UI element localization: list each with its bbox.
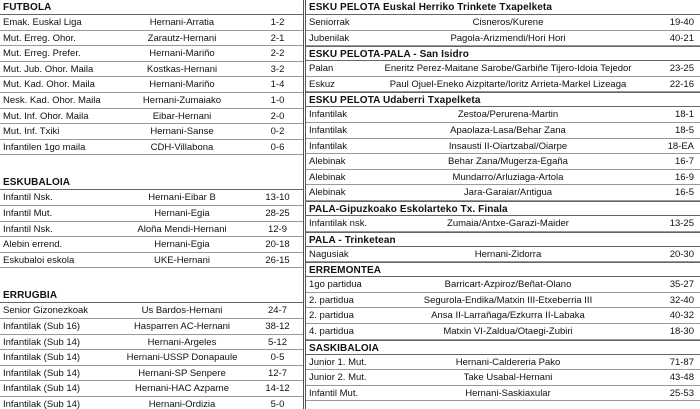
category-cell: Mut. Jub. Ohor. Maila (3, 63, 94, 75)
match-cell: Hasparren AC-Hernani (133, 320, 231, 332)
score-cell: 18-30 (669, 325, 694, 337)
result-row (0, 397, 303, 409)
category-cell: Junior 2. Mut. (309, 372, 367, 384)
result-row (0, 15, 303, 31)
score-cell: 18-1 (674, 109, 694, 121)
result-row (306, 139, 700, 155)
score-cell: 22-16 (669, 78, 694, 90)
section-title-pala-gipuzkoako-eskolarteko-tx-finala: PALA-Gipuzkoako Eskolarteko Tx. Finala (306, 201, 700, 216)
score-cell: 16-7 (674, 156, 694, 168)
section-title-pala-trinketean: PALA - Trinketean (306, 232, 700, 247)
category-cell: Infantilak (Sub 16) (3, 320, 81, 332)
category-cell: Infantilak (Sub 14) (3, 336, 81, 348)
score-cell: 28-25 (265, 207, 290, 219)
score-cell: 18-EA (667, 140, 694, 152)
category-cell: Eskuz (309, 78, 335, 90)
score-cell: 16-5 (674, 187, 694, 199)
result-row (0, 62, 303, 78)
result-row (0, 303, 303, 319)
section-spacer (0, 155, 303, 175)
category-cell: Infantilak (309, 124, 348, 136)
result-row (306, 216, 700, 232)
result-row (0, 46, 303, 62)
result-row (306, 293, 700, 309)
category-cell: Seniorrak (309, 17, 350, 28)
match-cell: Aloña Mendi-Hernani (137, 223, 227, 235)
result-row (306, 123, 700, 139)
match-cell: CDH-Villabona (150, 141, 214, 153)
result-row (0, 335, 303, 351)
category-cell: Senior Gizonezkoak (3, 305, 89, 317)
score-cell: 3-2 (270, 63, 285, 75)
score-cell: 18-5 (674, 124, 694, 136)
match-cell: Eneritz Perez-Maitane Sarobe/Garbiñe Tijero-Idoia Tejedor (384, 63, 632, 75)
category-cell: Infantilak (Sub 14) (3, 352, 81, 364)
result-row (0, 190, 303, 206)
category-cell: Infantil Nsk. (3, 192, 53, 204)
result-row (306, 277, 700, 293)
match-cell: Zumaia/Antxe-Garazi-Maider (447, 217, 569, 229)
score-cell: 0-2 (270, 126, 285, 138)
result-row (0, 237, 303, 253)
match-cell: Hernani-Eibar B (148, 192, 216, 204)
left-results-column (0, 0, 303, 409)
match-cell: Ansa II-Larrañaga/Ezkurra II-Labaka (431, 310, 585, 322)
score-cell: 24-7 (267, 305, 287, 317)
category-cell: 1go partidua (309, 279, 362, 291)
category-cell: Infantilen 1go maila (3, 141, 86, 153)
section-title-eskubaloia: ESKUBALOIA (0, 175, 303, 190)
score-cell: 13-25 (669, 217, 694, 229)
match-cell: Zestoa/Perurena-Martin (457, 109, 559, 121)
result-row (306, 77, 700, 93)
result-row (0, 109, 303, 125)
score-cell: 2-2 (270, 48, 285, 60)
category-cell: 2. partidua (309, 294, 354, 306)
result-row (306, 386, 700, 402)
result-row (306, 308, 700, 324)
match-cell: Barricart-Azpiroz/Beñat-Olano (444, 279, 572, 291)
score-cell: 35-27 (669, 279, 694, 291)
match-cell: Behar Zana/Mugerza-Egaña (448, 156, 568, 168)
score-cell: 14-12 (265, 383, 290, 395)
score-cell: 32-40 (669, 294, 694, 306)
match-cell: Pagola-Arizmendi/Hori Hori (450, 32, 566, 44)
score-cell: 26-15 (265, 254, 290, 266)
section-title-esku-pelota-udaberri-txapelketa: ESKU PELOTA Udaberri Txapelketa (306, 92, 700, 107)
category-cell: Jubenilak (309, 32, 350, 44)
match-cell: Insausti II-Oiartzabal/Oiarpe (448, 140, 568, 152)
result-row (306, 185, 700, 201)
score-cell: 5-12 (267, 336, 287, 348)
category-cell: Mut. Erreg. Ohor. (3, 32, 76, 44)
match-cell: Hernani-Arratia (149, 17, 215, 28)
result-row (0, 381, 303, 397)
result-row (0, 31, 303, 47)
match-cell: Hernani-Saskiaxular (465, 387, 551, 399)
result-row (0, 366, 303, 382)
section-title-esku-pelota-euskal-herriko-trinkete-txapelketa: ESKU PELOTA Euskal Herriko Trinkete Txapelketa (306, 0, 700, 15)
section-spacer (0, 268, 303, 288)
category-cell: Infantil Mut. (309, 387, 359, 399)
match-cell: Hernani-Zumaiako (142, 94, 222, 106)
match-cell: Apaolaza-Lasa/Behar Zana (450, 124, 566, 136)
category-cell: Mut. Kad. Ohor. Maila (3, 79, 95, 91)
result-row (306, 31, 700, 47)
category-cell: Infantilak nsk. (309, 217, 368, 229)
section-title-esku-pelota-pala-san-isidro: ESKU PELOTA-PALA - San Isidro (306, 46, 700, 61)
score-cell: 1-4 (270, 79, 285, 91)
score-cell: 5-0 (270, 398, 285, 409)
score-cell: 43-48 (669, 372, 694, 384)
match-cell: Hernani-Argeles (147, 336, 217, 348)
category-cell: Nesk. Kad. Ohor. Maila (3, 94, 101, 106)
category-cell: Emak. Euskal Liga (3, 17, 82, 28)
score-cell: 1-0 (270, 94, 285, 106)
section-title-futbola: FUTBOLA (0, 0, 303, 15)
result-row (0, 319, 303, 335)
match-cell: Hernani-HAC Azparne (135, 383, 229, 395)
section-title-errugbia: ERRUGBIA (0, 288, 303, 303)
section-title-saskibaloia: SASKIBALOIA (306, 340, 700, 355)
match-cell: Hernani-SP Senpere (138, 367, 226, 379)
category-cell: Junior 1. Mut. (309, 356, 367, 368)
result-row (306, 324, 700, 340)
category-cell: Infantilak (309, 140, 348, 152)
result-row (306, 15, 700, 31)
category-cell: Infantilak (309, 109, 348, 121)
match-cell: Take Usabal-Hernani (463, 372, 553, 384)
score-cell: 25-53 (669, 387, 694, 399)
match-cell: UKE-Hernani (154, 254, 210, 266)
result-row (0, 350, 303, 366)
score-cell: 2-0 (270, 110, 285, 122)
score-cell: 19-40 (669, 17, 694, 28)
result-row (306, 61, 700, 77)
match-cell: Hernani-Mariño (149, 48, 215, 60)
score-cell: 20-18 (265, 239, 290, 251)
category-cell: Infantil Nsk. (3, 223, 53, 235)
result-row (0, 77, 303, 93)
category-cell: Infantilak (Sub 14) (3, 398, 81, 409)
score-cell: 2-1 (270, 32, 285, 44)
result-row (0, 93, 303, 109)
match-cell: Paul Ojuel-Eneko Aizpitarte/Ioritz Arrieta-Markel Lizeaga (389, 78, 627, 90)
match-cell: Hernani-Egia (154, 239, 210, 251)
score-cell: 16-9 (674, 171, 694, 183)
match-cell: Zarautz-Hernani (147, 32, 217, 44)
category-cell: 2. partidua (309, 310, 354, 322)
match-cell: Cisneros/Kurene (472, 17, 544, 28)
score-cell: 40-32 (669, 310, 694, 322)
category-cell: Nagusiak (309, 248, 349, 260)
score-cell: 0-5 (270, 352, 285, 364)
match-cell: Segurola-Endika/Matxin III-Etxeberria III (423, 294, 593, 306)
category-cell: Mut. Inf. Txiki (3, 126, 60, 138)
match-cell: Hernani-Sanse (150, 126, 214, 138)
right-results-column (306, 0, 700, 401)
result-row (306, 154, 700, 170)
category-cell: Palan (309, 63, 334, 75)
result-row (306, 370, 700, 386)
score-cell: 23-25 (669, 63, 694, 75)
result-row (306, 170, 700, 186)
category-cell: Infantil Mut. (3, 207, 53, 219)
score-cell: 12-7 (267, 367, 287, 379)
result-row (306, 247, 700, 263)
result-row (0, 206, 303, 222)
match-cell: Us Bardos-Hernani (141, 305, 223, 317)
score-cell: 0-6 (270, 141, 285, 153)
score-cell: 40-21 (669, 32, 694, 44)
result-row (0, 222, 303, 238)
score-cell: 12-9 (267, 223, 287, 235)
result-row (0, 124, 303, 140)
match-cell: Hernani-USSP Donapaule (126, 352, 238, 364)
result-row (0, 140, 303, 156)
category-cell: Alebinak (309, 171, 346, 183)
category-cell: Infantilak (Sub 14) (3, 383, 81, 395)
match-cell: Matxin VI-Zaldua/Otaegi-Zubiri (443, 325, 573, 337)
category-cell: Eskubaloi eskola (3, 254, 75, 266)
result-row (306, 355, 700, 371)
match-cell: Hernani-Zidorra (474, 248, 542, 260)
match-cell: Hernani-Caldereria Pako (455, 356, 561, 368)
category-cell: Alebin errend. (3, 239, 63, 251)
match-cell: Hernani-Egia (154, 207, 210, 219)
match-cell: Jara-Garaiar/Antigua (463, 187, 553, 199)
category-cell: 4. partidua (309, 325, 354, 337)
match-cell: Eibar-Hernani (152, 110, 212, 122)
match-cell: Kostkas-Hernani (146, 63, 218, 75)
category-cell: Alebinak (309, 187, 346, 199)
category-cell: Alebinak (309, 156, 346, 168)
column-divider-left (303, 0, 304, 409)
score-cell: 38-12 (265, 320, 290, 332)
category-cell: Mut. Erreg. Prefer. (3, 48, 81, 60)
category-cell: Mut. Inf. Ohor. Maila (3, 110, 89, 122)
result-row (306, 107, 700, 123)
result-row (0, 253, 303, 269)
score-cell: 13-10 (265, 192, 290, 204)
category-cell: Infantilak (Sub 14) (3, 367, 81, 379)
score-cell: 71-87 (669, 356, 694, 368)
match-cell: Mundarro/Arluziaga-Artola (452, 171, 564, 183)
section-title-erremontea: ERREMONTEA (306, 262, 700, 277)
score-cell: 1-2 (270, 17, 285, 28)
match-cell: Hernani-Ordizia (148, 398, 216, 409)
match-cell: Hernani-Mariño (149, 79, 215, 91)
score-cell: 20-30 (669, 248, 694, 260)
